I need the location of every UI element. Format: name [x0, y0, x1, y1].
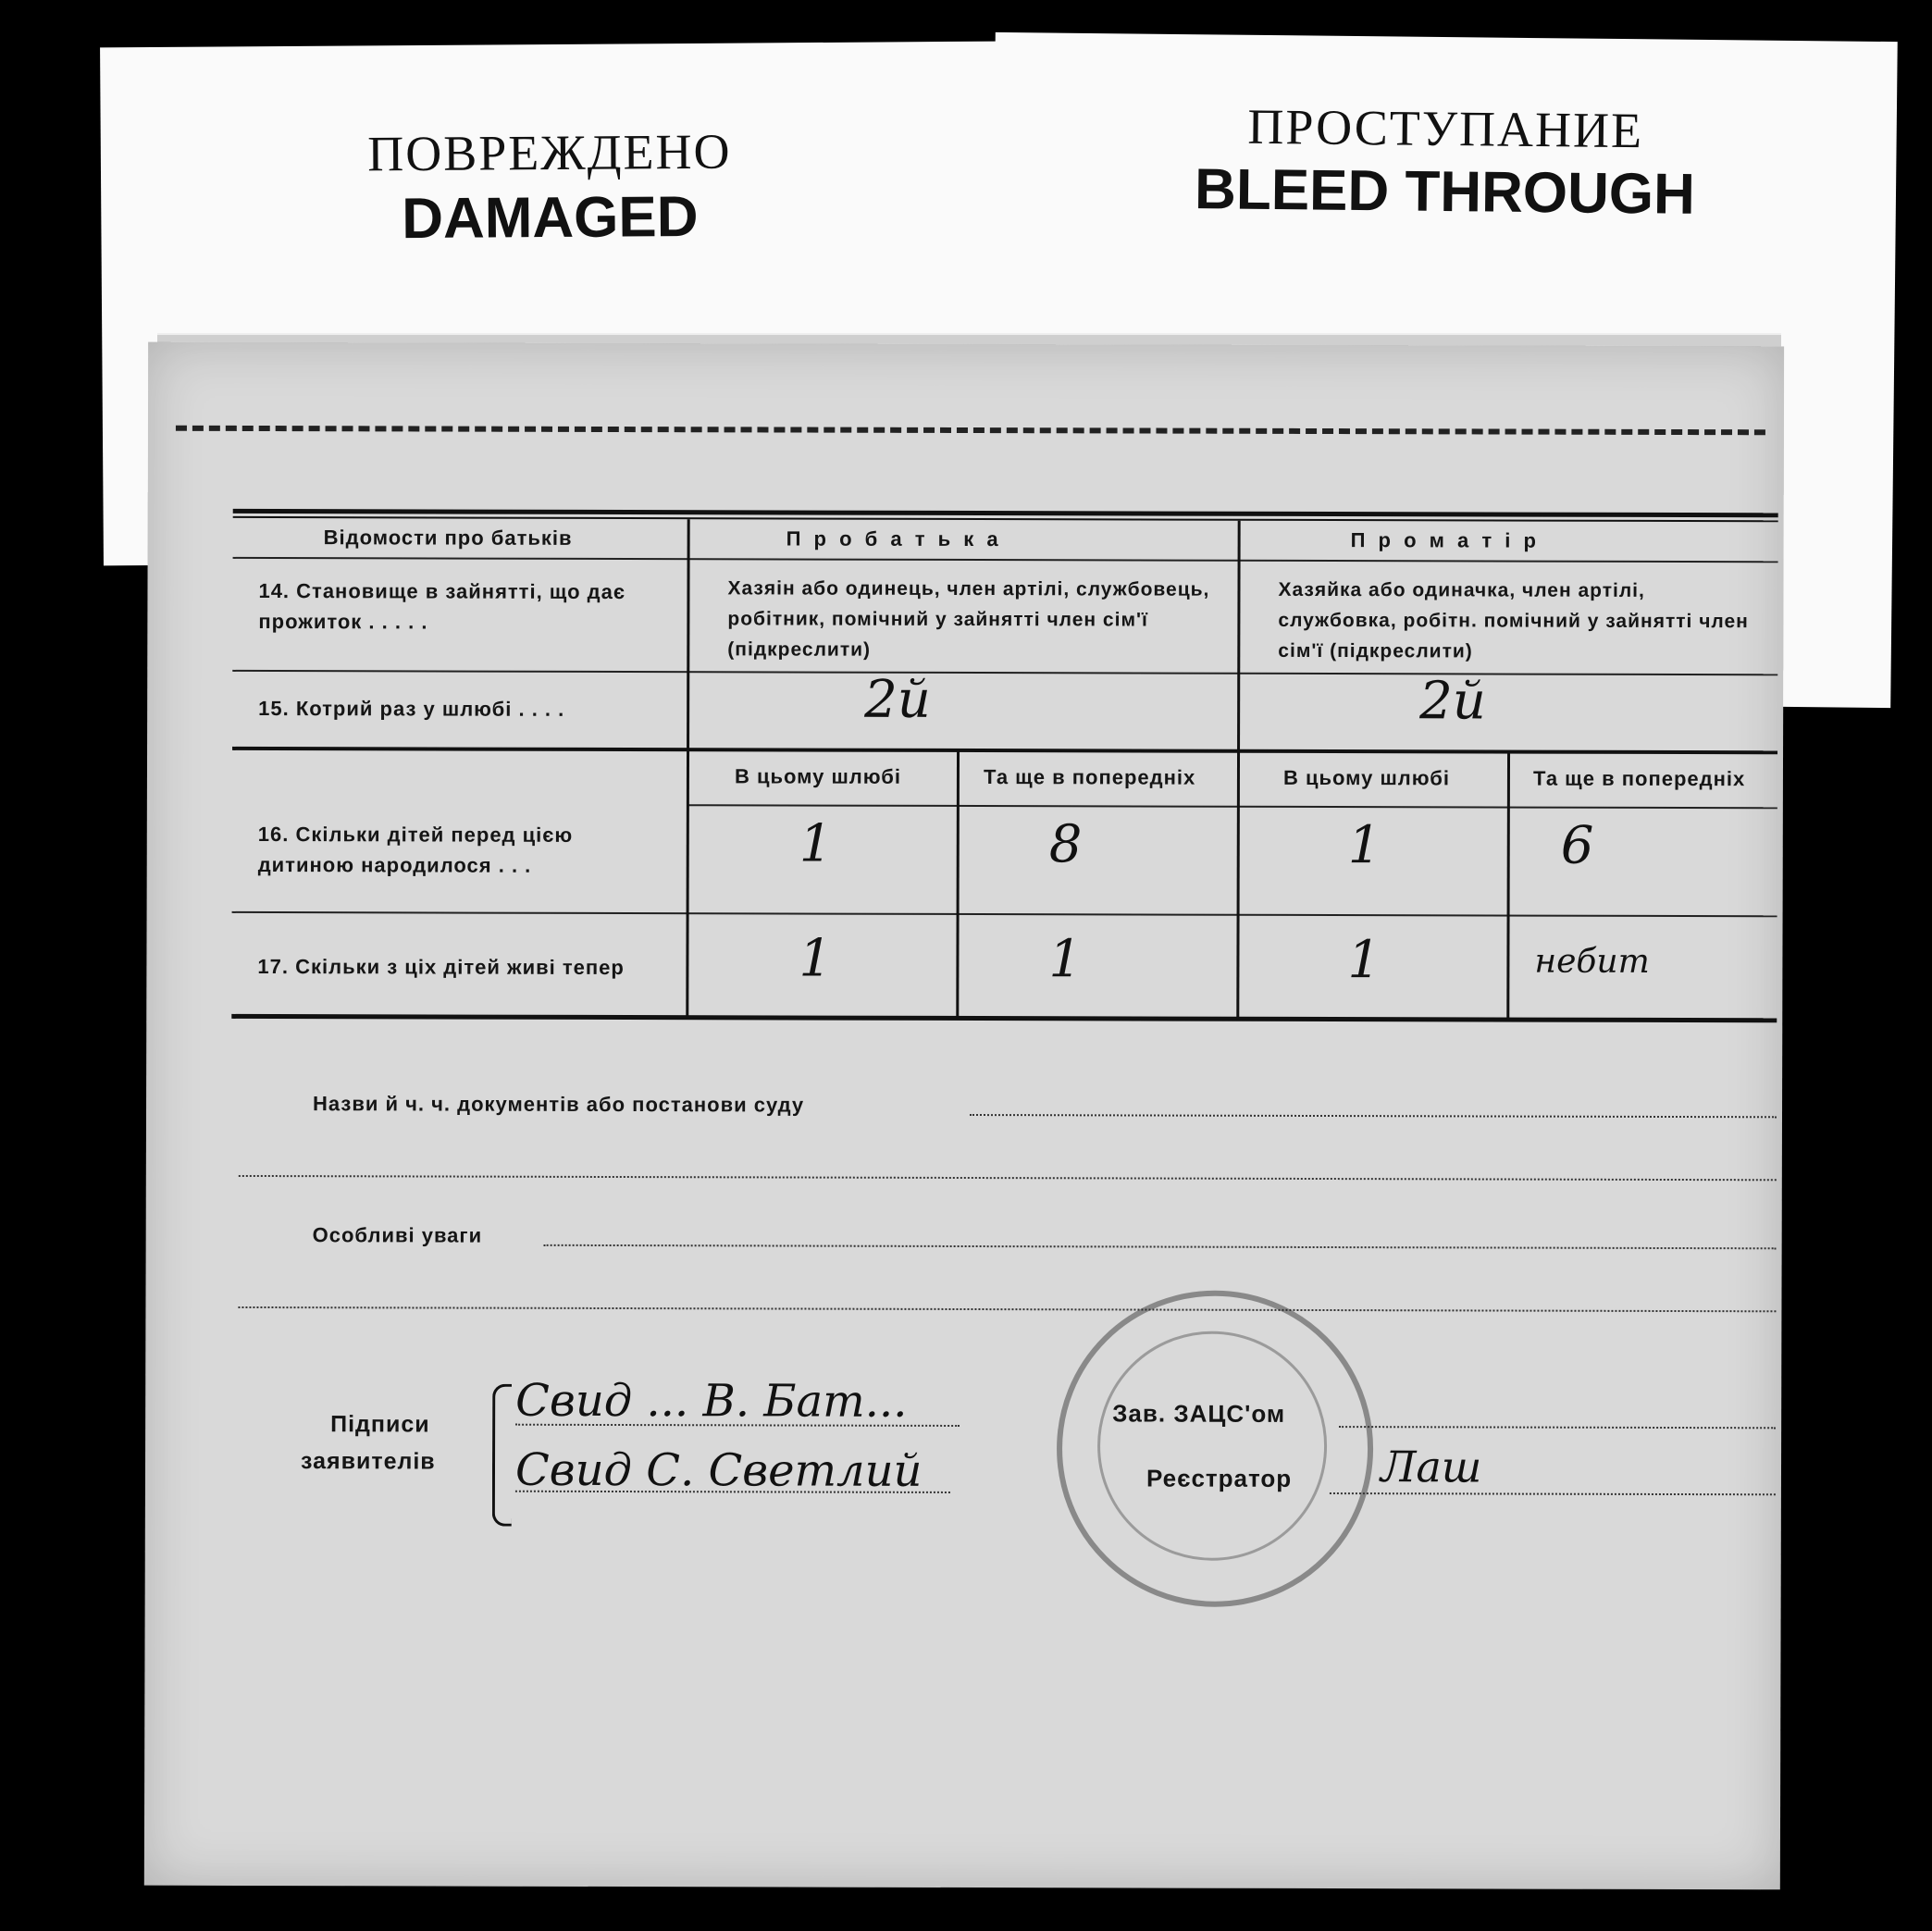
- remarks-label: Особливі уваги: [312, 1223, 483, 1247]
- header-mother: П р о м а т і р: [1350, 528, 1540, 552]
- row16-mother-this: 1: [1347, 815, 1381, 876]
- col-divider-mother-sub: [1506, 753, 1510, 1020]
- signature-applicant-1: Свид ... В. Бат...: [515, 1374, 908, 1428]
- table-bottom-rule: [231, 1014, 1777, 1022]
- table-header-rule: [233, 557, 1778, 563]
- subheader-father-previous: Та ще в попередніх: [983, 765, 1196, 789]
- row14-label: 14. Становище в зайнятті, що дає прожиток . . . . .: [258, 579, 626, 634]
- header-parents-info: Відомости про батьків: [323, 526, 573, 550]
- row15-label: 15. Котрий раз у шлюбі . . . .: [258, 697, 565, 721]
- col-divider-2: [1236, 521, 1240, 1019]
- signatures-label-2: заявителів: [300, 1448, 436, 1475]
- row16-father-this: 1: [799, 813, 833, 874]
- remarks-line-1: [544, 1244, 1777, 1249]
- row17-father-this: 1: [799, 928, 833, 989]
- perforation-line: [176, 426, 1765, 435]
- documents-line-2: [239, 1175, 1777, 1181]
- documents-line-1: [970, 1114, 1777, 1118]
- bleed-label-en: BLEED THROUGH: [1194, 157, 1696, 227]
- documents-label: Назви й ч. ч. документів або постанови суду: [312, 1092, 805, 1117]
- col-divider-1: [686, 519, 689, 1017]
- row14-rule: [232, 670, 1777, 675]
- head-zags-line: [1339, 1426, 1776, 1429]
- document-sheet: [144, 342, 1784, 1890]
- head-zags-label: Зав. ЗАЦС'ом: [1112, 1399, 1286, 1428]
- registrar-label: Реєстратор: [1146, 1464, 1293, 1492]
- row16-mother-previous: 6: [1560, 815, 1594, 876]
- damaged-label-en: DAMAGED: [401, 184, 699, 252]
- row16-father-previous: 8: [1048, 814, 1083, 875]
- col-divider-father-sub: [956, 751, 960, 1018]
- damaged-label-ru: ПОВРЕЖДЕНО: [367, 123, 732, 182]
- subheader-rule: [688, 804, 1777, 809]
- row17-mother-previous: небит: [1534, 942, 1650, 981]
- row14-father-options: Хазяін або одинець, член артілі, службовець, робітник, помічний у зайнятті член сім'ї (підкреслити): [727, 577, 1210, 661]
- row15-father-value: 2й: [864, 669, 931, 730]
- signature-applicant-2: Свид С. Светлий: [514, 1443, 923, 1497]
- row15-mother-value: 2й: [1419, 671, 1486, 732]
- row16-rule: [232, 911, 1777, 917]
- row16-label: 16. Скільки дітей перед цією дитиною народилося . . .: [257, 823, 574, 877]
- subheader-mother-previous: Та ще в попередніх: [1532, 766, 1746, 791]
- row14-mother-options: Хазяйка або одиначка, член артілі, службовка, робітн. помічний у зайнятті член сім'ї (підкреслити): [1278, 578, 1749, 662]
- remarks-line-2: [238, 1306, 1776, 1312]
- official-stamp: [1057, 1290, 1374, 1607]
- table-top-rule-thin: [233, 516, 1778, 522]
- bleed-label-ru: ПРОСТУПАНИЕ: [1247, 98, 1644, 159]
- header-father: П р о б а т ь к а: [786, 526, 1002, 551]
- row17-label: 17. Скільки з ціх дітей живі тепер: [257, 955, 625, 980]
- signatures-label-1: Підписи: [330, 1411, 430, 1438]
- registrar-line: [1330, 1492, 1776, 1495]
- subheader-mother-this-marriage: В цьому шлюбі: [1282, 765, 1451, 790]
- row17-mother-this: 1: [1347, 930, 1381, 991]
- registrar-signature: Лаш: [1380, 1442, 1482, 1492]
- signatures-brace: [492, 1384, 512, 1527]
- row15-rule: [232, 747, 1777, 754]
- row17-father-previous: 1: [1048, 929, 1083, 990]
- subheader-father-this-marriage: В цьому шлюбі: [734, 764, 902, 788]
